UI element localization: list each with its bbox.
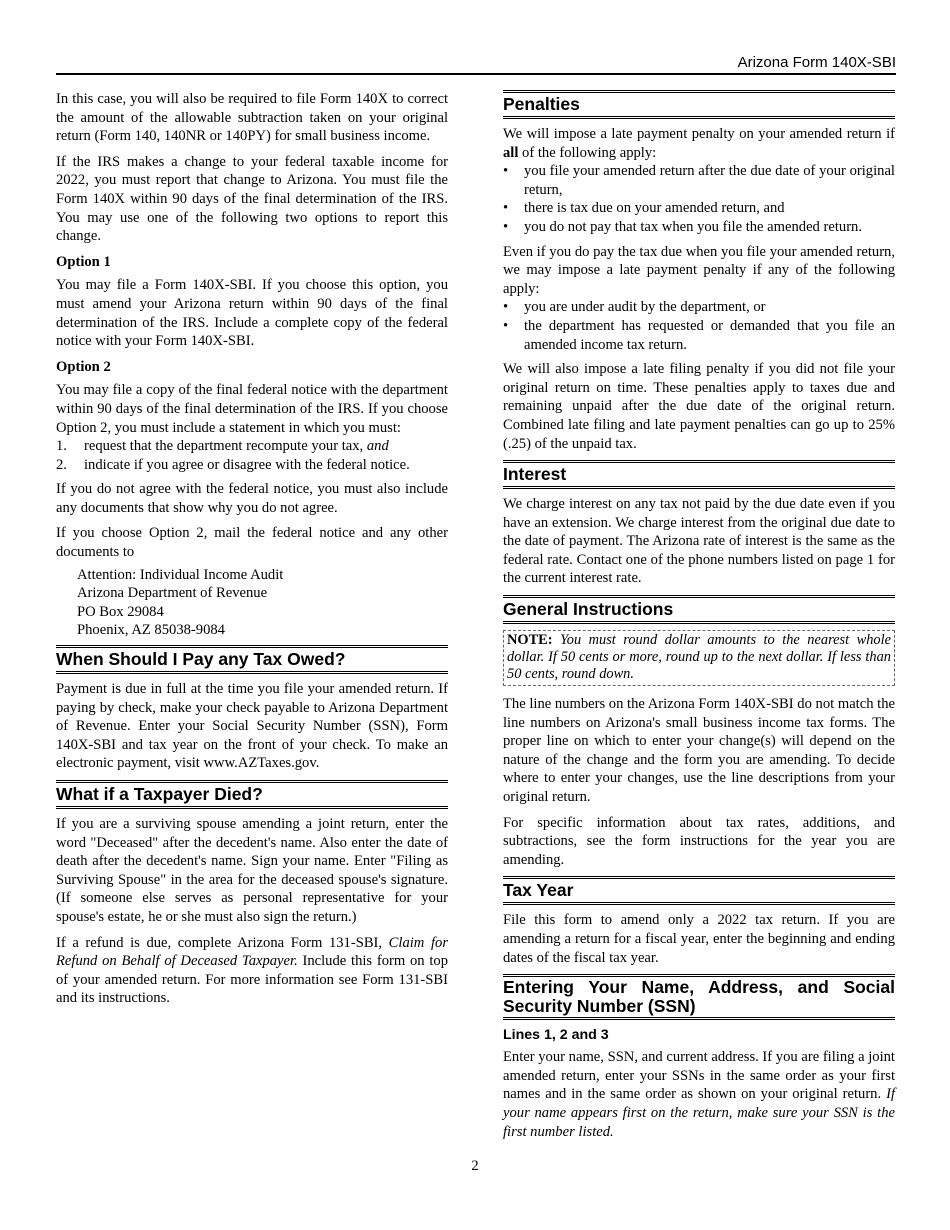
address-line: Attention: Individual Income Audit xyxy=(77,566,284,583)
pay-tax-heading: When Should I Pay any Tax Owed? xyxy=(56,645,448,674)
option-2-list xyxy=(56,437,448,474)
bullet-icon: • xyxy=(503,163,509,180)
list-item xyxy=(503,162,895,199)
taxpayer-died-text: If you are a surviving spouse amending a joint return, enter the word "Deceased" after the decedent's name. Also enter the date of death after the decedent's name. Sign your name. Enter "Filing as Surviving Spouse" in the area for the deceased spouse's signature. (If someone else serves as personal representative for your spouse's estate, he or she must also sign the return.) xyxy=(56,816,448,925)
note-text: You must round dollar amounts to the nearest whole dollar. If 50 cents or more, round up to the next dollar. If less than 50 cents, round down. xyxy=(507,632,891,683)
penalties-intro-text: We will impose a late payment penalty on your amended return if xyxy=(503,126,895,142)
mail-paragraph: If you choose Option 2, mail the federal notice and any other documents to xyxy=(56,525,448,561)
penalties-intro-bold: all xyxy=(503,144,519,161)
list-item xyxy=(503,199,895,218)
lines-text-body: Enter your name, SSN, and current address. If you are filing a joint amended return, enter your SSNs in the same order as your first names and in the same order as shown on your original return. xyxy=(503,1049,895,1103)
name-address-ssn-heading: Entering Your Name, Address, and Social Security Number (SSN) xyxy=(503,974,895,1020)
list-item xyxy=(56,437,448,456)
penalties-conditions-list xyxy=(503,162,895,236)
refund-text-start: If a refund is due, complete Arizona Form 131-SBI, xyxy=(56,934,389,951)
address-line: Arizona Department of Revenue xyxy=(77,585,268,602)
refund-paragraph xyxy=(56,934,448,1008)
tax-year-heading: Tax Year xyxy=(503,876,895,905)
late-filing-paragraph: We will also impose a late filing penalty if you did not file your original return on time. These penalties apply to taxes due and remaining unpaid after the due date of the original return. Combined late filing and late payment penalties can go up to 25% (.25) of the unpaid tax. xyxy=(503,361,895,452)
list-text: indicate if you agree or disagree with the federal notice. xyxy=(84,456,410,473)
option-2-label: Option 2 xyxy=(56,358,111,375)
lines-subheading: Lines 1, 2 and 3 xyxy=(503,1027,609,1044)
refund-form-title: Claim for Refund on Behalf of Deceased Taxpayer. xyxy=(56,934,448,970)
list-text: request that the department recompute your tax, xyxy=(84,438,367,455)
taxpayer-died-heading: What if a Taxpayer Died? xyxy=(56,780,448,809)
list-text: the department has requested or demanded that you file an amended income tax return. xyxy=(524,317,895,353)
specific-info-paragraph: For specific information about tax rates, additions, and subtractions, see the form instructions for the year you are amending. xyxy=(503,814,895,868)
interest-text: We charge interest on any tax not paid by the due date even if you have an extension. We charge interest from the original due date to the date of payment. The Arizona rate of interest is the same as the federal rate. Contact one of the phone numbers listed on page 1 for the current interest rate. xyxy=(503,496,895,587)
option-2-text: You may file a copy of the final federal notice with the department within 90 days of the final determination of the IRS. If you choose Option 2, you must include a statement in which you must: xyxy=(56,382,448,436)
penalties-heading: Penalties xyxy=(503,90,895,119)
mailing-address xyxy=(77,566,448,640)
rounding-note xyxy=(503,630,895,686)
page-number: 2 xyxy=(471,1158,479,1174)
list-text: you are under audit by the department, or xyxy=(524,299,766,316)
penalties-even-if: Even if you do pay the tax due when you file your amended return, we may impose a late payment penalty if any of the following apply: xyxy=(503,243,895,297)
lines-text xyxy=(503,1048,895,1141)
list-item xyxy=(503,298,895,317)
bullet-icon: • xyxy=(503,299,509,316)
interest-heading: Interest xyxy=(503,460,895,489)
list-item xyxy=(56,456,448,475)
header-rule xyxy=(56,73,896,75)
list-item xyxy=(503,218,895,237)
refund-text-end: Include this form on top of your amended return. For more information see Form 131-SBI and its instructions. xyxy=(56,953,449,1007)
disagree-paragraph: If you do not agree with the federal notice, you must also include any documents that show why you do not agree. xyxy=(56,481,448,516)
general-instructions-heading: General Instructions xyxy=(503,595,895,624)
option-1-text: You may file a Form 140X-SBI. If you choose this option, you must amend your Arizona return within 90 days of the final determination of the IRS. Include a complete copy of the federal notice with your Form 140X-SBI. xyxy=(56,277,448,350)
note-label: NOTE: xyxy=(507,632,553,649)
option-1-label: Option 1 xyxy=(56,253,111,270)
pay-tax-text: Payment is due in full at the time you file your amended return. If paying by check, make your check payable to Arizona Department of Revenue. Enter your Social Security Number (SSN), Form 140X-SBI and tax year on the front of your check. To make an electronic payment, visit www.AZTaxes.gov. xyxy=(56,681,448,772)
list-number: 1. xyxy=(56,438,67,455)
list-number: 2. xyxy=(56,456,67,473)
penalties-intro-tail: of the following apply: xyxy=(518,144,657,161)
list-text: you file your amended return after the due date of your original return, xyxy=(524,163,895,198)
penalties-intro xyxy=(503,125,895,162)
bullet-icon: • xyxy=(503,317,509,334)
address-line: Phoenix, AZ 85038-9084 xyxy=(77,622,225,639)
list-text: there is tax due on your amended return, and xyxy=(524,200,785,217)
list-text: you do not pay that tax when you file the amended return. xyxy=(524,218,862,235)
address-line: PO Box 29084 xyxy=(77,603,164,620)
right-column xyxy=(503,90,895,1148)
list-item xyxy=(503,317,895,354)
line-numbers-paragraph: The line numbers on the Arizona Form 140X-SBI do not match the line numbers on Arizona's small business income tax forms. The proper line on which to enter your change(s) will depend on the nature of the change and the form you are amending. To decide where to enter your changes, use the line descriptions from your original return. xyxy=(503,696,895,806)
penalties-audit-list xyxy=(503,298,895,354)
bullet-icon: • xyxy=(503,200,509,217)
form-title: Arizona Form 140X-SBI xyxy=(737,54,896,71)
bullet-icon: • xyxy=(503,218,509,235)
list-text-italic: and xyxy=(366,438,389,455)
irs-change-paragraph: If the IRS makes a change to your federal taxable income for 2022, you must report that change to Arizona. You must file the Form 140X within 90 days of the final determination of the IRS. You may use one of the following two options to report this change. xyxy=(56,153,448,245)
left-column xyxy=(56,90,448,1015)
intro-paragraph: In this case, you will also be required to file Form 140X to correct the amount of the allowable subtraction taken on your original return (Form 140, 140NR or 140PY) for small business income. xyxy=(56,91,448,145)
lines-text-italic: If your name appears first on the return, make sure your SSN is the first number listed. xyxy=(503,1086,895,1140)
tax-year-text: File this form to amend only a 2022 tax return. If you are amending a return for a fiscal year, enter the beginning and ending dates of the fiscal tax year. xyxy=(503,912,895,966)
